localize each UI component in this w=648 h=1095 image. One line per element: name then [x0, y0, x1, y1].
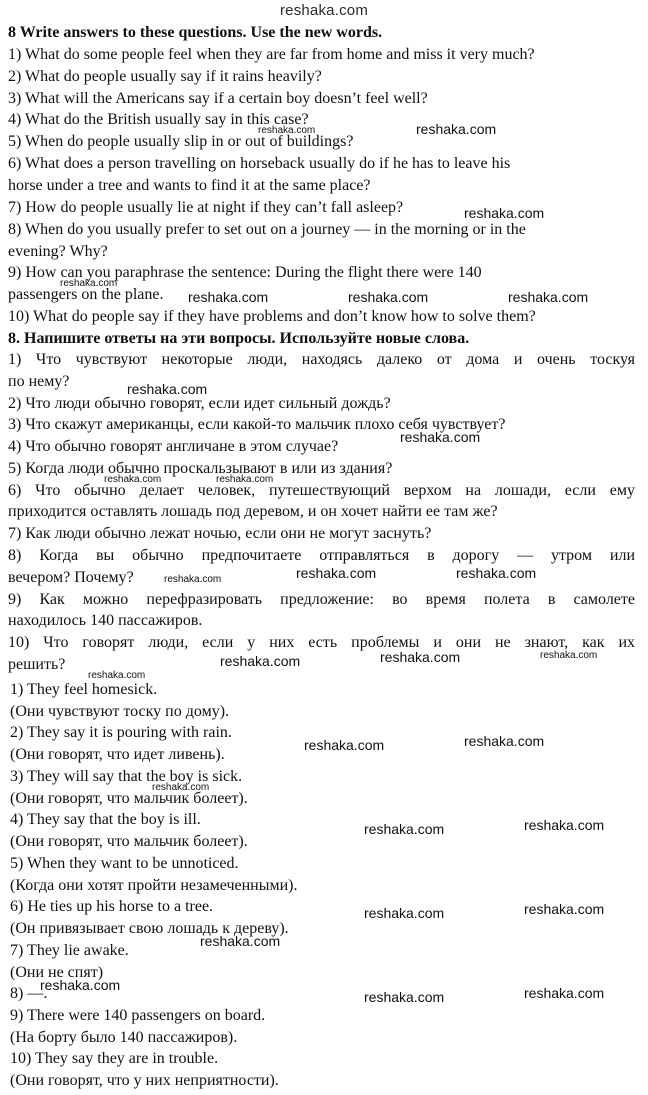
watermark: reshaka.com: [456, 565, 537, 581]
answer-1: 1) They feel homesick.: [10, 681, 158, 698]
watermark: reshaka.com: [464, 733, 545, 749]
answer-6-translation: (Он привязывает свою лошадь к дереву).: [10, 920, 289, 937]
answer-6: 6) He ties up his horse to a tree.: [10, 898, 214, 915]
exercise-title-english: 8 Write answers to these questions. Use the new words.: [8, 24, 383, 41]
answer-10-translation: (Они говорят, что у них неприятности).: [10, 1072, 279, 1089]
english-question-1: 1) What do some people feel when they are far from home and miss it very much?: [8, 46, 535, 63]
russian-question-1-line-2: по нему?: [8, 373, 70, 390]
english-question-10: 10) What do people say if they have problems and don’t know how to solve them?: [8, 308, 536, 325]
answer-9: 9) There were 140 passengers on board.: [10, 1007, 266, 1024]
russian-question-4: 4) Что обычно говорят англичане в этом случае?: [8, 438, 339, 455]
answer-9-translation: (На борту было 140 пассажиров).: [10, 1029, 238, 1046]
watermark: reshaka.com: [88, 670, 146, 681]
watermark: reshaka.com: [380, 649, 461, 665]
watermark: reshaka.com: [508, 289, 589, 305]
english-question-6-line-1: 6) What does a person travelling on horseback usually do if he has to leave his: [8, 155, 511, 172]
russian-question-8-line-2: вечером? Почему?: [8, 569, 134, 586]
russian-question-7: 7) Как люди обычно лежат ночью, если они не могут заснуть?: [8, 525, 432, 542]
watermark: reshaka.com: [364, 905, 445, 921]
english-question-9-line-2: passengers on the plane.: [8, 286, 164, 303]
watermark: reshaka.com: [524, 985, 605, 1001]
russian-question-6-line-1: 6) Что обычно делает человек, путешествующий верхом на лошади, если ему: [8, 482, 635, 499]
watermark: reshaka.com: [220, 653, 301, 669]
answer-8: 8) —.: [10, 985, 48, 1002]
watermark: reshaka.com: [200, 933, 281, 949]
russian-question-3: 3) Что скажут американцы, если какой-то мальчик плохо себя чувствует?: [8, 416, 506, 433]
russian-question-2: 2) Что люди обычно говорят, если идет сильный дождь?: [8, 395, 391, 412]
english-question-9-line-1: 9) How can you paraphrase the sentence: During the flight there were 140: [8, 264, 482, 281]
watermark: reshaka.com: [216, 474, 274, 485]
watermark: reshaka.com: [364, 989, 445, 1005]
answer-7-translation: (Они не спят): [10, 964, 104, 981]
answer-2-translation: (Они говорят, что идет ливень).: [10, 746, 225, 763]
watermark: reshaka.com: [152, 782, 210, 793]
watermark: reshaka.com: [524, 817, 605, 833]
watermark: reshaka.com: [40, 977, 121, 993]
english-question-2: 2) What do people usually say if it rains heavily?: [8, 68, 322, 85]
english-question-8-line-2: evening? Why?: [8, 243, 108, 260]
russian-question-10-line-1: 10) Что говорят люди, если у них есть проблемы и они не знают, как их: [8, 634, 635, 651]
watermark: reshaka.com: [188, 289, 269, 305]
answer-4-translation: (Они говорят, что мальчик болеет).: [10, 833, 248, 850]
watermark: reshaka.com: [524, 901, 605, 917]
answer-4: 4) They say that the boy is ill.: [10, 811, 201, 828]
watermark: reshaka.com: [127, 381, 208, 397]
russian-question-8-line-1: 8) Когда вы обычно предпочитаете отправляться в дорогу — утром или: [8, 547, 635, 564]
exercise-title-russian: 8. Напишите ответы на эти вопросы. Используйте новые слова.: [8, 330, 470, 347]
answer-3-translation: (Они говорят, что мальчик болеет).: [10, 790, 248, 807]
english-question-4: 4) What do the British usually say in this case?: [8, 111, 309, 128]
watermark: reshaka.com: [348, 289, 429, 305]
answer-7: 7) They lie awake.: [10, 942, 129, 959]
answer-5-translation: (Когда они хотят пройти незамеченными).: [10, 877, 298, 894]
watermark: reshaka.com: [540, 650, 598, 661]
watermark: reshaka.com: [60, 278, 118, 289]
watermark: reshaka.com: [400, 429, 481, 445]
russian-question-9-line-2: находилось 140 пассажиров.: [8, 612, 203, 629]
english-question-6-line-2: horse under a tree and wants to find it at the same place?: [8, 177, 371, 194]
watermark: reshaka.com: [464, 205, 545, 221]
answer-10: 10) They say they are in trouble.: [10, 1050, 219, 1067]
site-header-watermark: reshaka.com: [279, 2, 369, 19]
watermark: reshaka.com: [104, 474, 162, 485]
russian-question-1-line-1: 1) Что чувствуют некоторые люди, находясь далеко от дома и очень тоскуя: [8, 351, 635, 368]
watermark: reshaka.com: [416, 121, 497, 137]
watermark: reshaka.com: [296, 565, 377, 581]
watermark: reshaka.com: [258, 125, 316, 136]
russian-question-6-line-2: приходится оставлять лошадь под деревом, и он хочет найти ее там же?: [8, 503, 498, 520]
english-question-7: 7) How do people usually lie at night if they can’t fall asleep?: [8, 199, 404, 216]
english-question-8-line-1: 8) When do you usually prefer to set out on a journey — in the morning or in the: [8, 221, 526, 238]
english-question-3: 3) What will the Americans say if a certain boy doesn’t feel well?: [8, 90, 428, 107]
watermark: reshaka.com: [164, 574, 222, 585]
answer-5: 5) When they want to be unnoticed.: [10, 855, 239, 872]
russian-question-5: 5) Когда люди обычно проскальзывают в или из здания?: [8, 460, 393, 477]
english-question-5: 5) When do people usually slip in or out of buildings?: [8, 133, 354, 150]
russian-question-10-line-2: решить?: [8, 656, 66, 673]
answer-3: 3) They will say that the boy is sick.: [10, 768, 243, 785]
answer-1-translation: (Они чувствуют тоску по дому).: [10, 703, 230, 720]
watermark: reshaka.com: [364, 821, 445, 837]
watermark: reshaka.com: [304, 737, 385, 753]
russian-question-9-line-1: 9) Как можно перефразировать предложение: во время полета в самолете: [8, 591, 635, 608]
answer-2: 2) They say it is pouring with rain.: [10, 724, 232, 741]
